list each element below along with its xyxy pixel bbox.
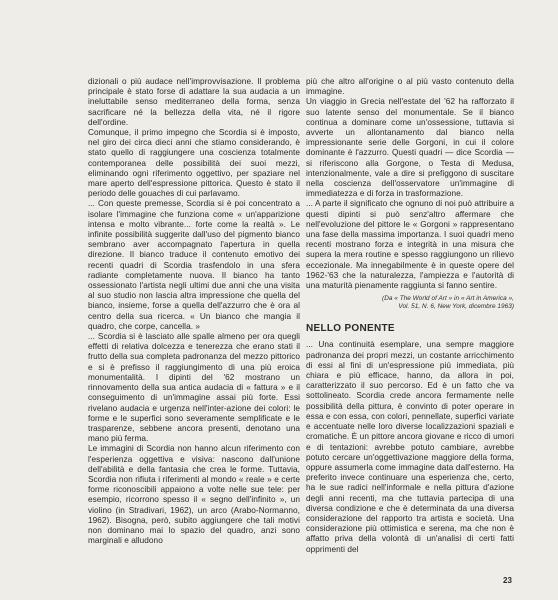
paragraph: ... Scordia si è lasciato alle spalle almeno per ora quegli effetti di relativa dolcezza e tenerezza che erano stati il frutto della sua completa padronanza del mezzo pittorico e si è prefisso il raggiungimento di una più eroica monumentalità. I dipinti del '62 mostrano un rinnovamento della sua antica audacia di « fattura » e il conseguimento di un'immagine assai più forte. Essi rivelano audacia e urgenza nell'inter-azione dei colori: le forme e le superfici sono severamente semplificate e le trasparenze, sebbene ancora presenti, denotano una mano più ferma. [88,332,300,444]
paragraph: Un viaggio in Grecia nell'estate del '62 ha rafforzato il suo latente senso del monumentale. Se il bianco continua a dominare come un'ossessione, tuttavia si avverte un allontanamento dal bianco nella impressionante serie delle Gorgoni, in cui il colore dominante è l'azzurro. Questi quadri — dice Scordia — si riferiscono alla Gorgone, o Testa di Medusa, intenzionalmente, vale a dire si prefiggono di suscitare nella coscienza dell'osservatore un'immagine di immediatezza e di forza in trasformazione. [306,97,514,199]
page-number: 23 [503,576,512,585]
left-text-column [88,77,300,546]
paragraph: ... A parte il significato che ognuno di noi può attribuire a questi dipinti si può senz'altro affermare che nell'evoluzione del pittore le « Gorgoni » rappresentano una fase della massima importanza. I suoi quadri meno recenti mostrano forza e integrità in una misura che supera la mera routine e spesso raggiungono un rilievo eccezionale. Ma innegabilmente è in queste opere del 1962-'63 che la naturalezza, l'ampiezza e l'autorità di una maturità pienamente raggiunta si fanno sentire. [306,199,514,291]
source-citation [306,295,514,311]
paragraph: ... Una continuità esemplare, una sempre maggiore padronanza dei propri mezzi, un costante arricchimento di essi al fini di un'espressione più immediata, più chiara e più efficace, hanno, da allora in poi, caratterizzato il suo percorso. Ed è un fatto che va sottolineato. Scordia crede ancora fermamente nelle possibilità della pittura, è convinto di poter operare in essa e con essa, con colori, pennellate, superfici variate e accentuate nelle loro diverse localizzazioni spaziali e cromatiche. È un pittore ancora giovane e ricco di umori e di tentazioni: avrebbe potuto cambiare, avrebbe potuto cercare un'oggettivazione maggiore della forma, oppure assumerla come immagine data dall'esterno. Ha preferito invece continuare una esperienza che, certo, ha le sue radici nell'informale e nella pittura d'azione degli anni recenti, ma che tuttavia partecipa di una diversa condizione e che è determinata da una diversa considerazione del rapporto tra artista e società. Una considerazione più ottimistica e serena, ma che non è affatto priva della volontà di un'analisi di certi fatti opprimenti del [306,340,514,554]
paragraph: ... Con queste premesse, Scordia si è poi concentrato a isolare l'immagine che funziona come « un'apparizione intensa e molto vibrante... forte come la realtà ». Le infinite possibilità suggerite dall'uso del pigmento bianco sembrano aver accompagnato l'apertura in quella direzione. Il bianco traduce il contenuto emotivo dei recenti quadri di Scordia trasfendolo in una sfera radiante completamente nuova. Il bianco ha tanto ossessionato l'artista negli ultimi due anni che una visita al suo studio non lascia altra impressione che quella del bianco, insieme, forse a quella dell'azzurro che è ora al centro della sua ricerca. « Un bianco che mangia il quadro, che corpe, cancella. » [88,199,300,331]
paragraph: dizionali o più audace nell'improvvisazione. Il problema principale è stato forse di adattare la sua audacia a un ineluttabile senso mediterraneo della forma, senza sacrificare né la bellezza della vita, né il rigore dell'ordine. [88,77,300,127]
right-text-column [306,77,514,555]
citation-line: (Da « The World of Art » in « Art in America », [382,295,514,303]
paragraph: più che altro all'origine o al più vasto contenuto della immagine. [306,77,514,97]
paragraph: Le immagini di Scordia non hanno alcun riferimento con l'esperienza oggettiva e visiva: nascono dall'unione dell'abilità e della fantasia che crea le forme. Tuttavia, Scordia non rifiuta i riferimenti al mondo « reale » e certe forme riconoscibili appaiono a volte nelle sue tele: per esempio, ricorrono spesso il « segno dell'infinito », un violino (in Stradivari, 1962), un arco (Arabo-Normanno, 1962). Bisogna, però, subito aggiungere che tali motivi non dominano mai lo spazio del quadro, anzi sono marginali e alludono [88,444,300,546]
section-heading: NELLO PONENTE [306,323,395,335]
paragraph: Comunque, il primo impegno che Scordia si è imposto, nel giro dei circa dieci anni che stiamo considerando, è stato quello di raggiungere una coscienza totalmente contemporanea delle possibilità dei suoi mezzi, eliminando ogni riferimento oggettivo, per spaziare nel mare aperto dell'espressione pittorica. Questo è stato il periodo delle gouaches di cui parlavamo. [88,128,300,199]
citation-line: Vol. 51, N. 6, New York, dicembre 1963) [398,303,514,311]
